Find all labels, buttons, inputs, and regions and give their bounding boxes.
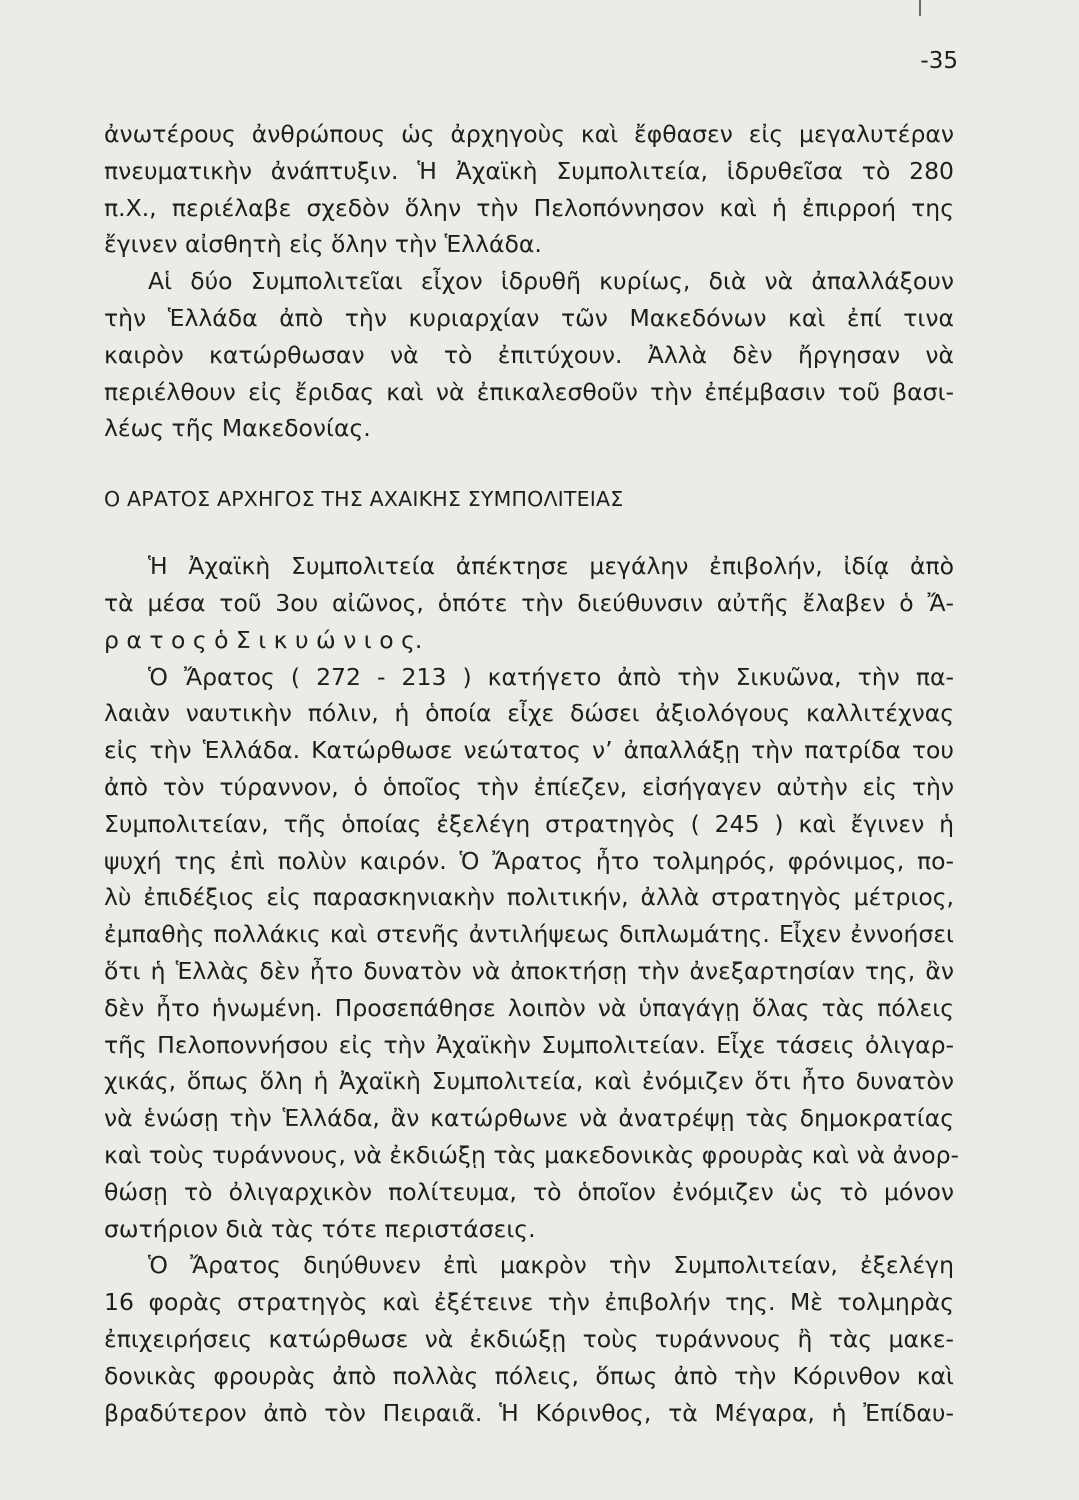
text-line: βραδύτερον ἀπὸ τὸν Πειραιᾶ. Ἡ Κόρινθος, τὰ Μέγαρα, ἡ Ἐπίδαυ- [104, 1398, 954, 1427]
text-line: τὰ μέσα τοῦ 3ου αἰῶνος, ὁπότε τὴν διεύθυνσιν αὐτῆς ἔλαβεν ὁ Ἄ- [104, 588, 954, 617]
text-line: Ὁ Ἄρατος ( 272 - 213 ) κατήγετο ἀπὸ τὴν Σικυῶνα, τὴν πα- [148, 662, 954, 691]
text-line: πνευματικὴν ἀνάπτυξιν. Ἡ Ἀχαϊκὴ Συμπολιτεία, ἱδρυθεῖσα τὸ 280 [104, 156, 954, 185]
text-line: καιρὸν κατώρθωσαν νὰ τὸ ἐπιτύχουν. Ἀλλὰ δὲν ἤργησαν νὰ [104, 340, 954, 369]
text-line: τὴν Ἑλλάδα ἀπὸ τὴν κυριαρχίαν τῶν Μακεδόνων καὶ ἐπί τινα [104, 303, 954, 332]
text-line: Συμπολιτείαν, τῆς ὁποίας ἐξελέγη στρατηγὸς ( 245 ) καὶ ἔγινεν ἡ [104, 809, 954, 838]
text-line: 16 φορὰς στρατηγὸς καὶ ἐξέτεινε τὴν ἐπιβολήν της. Μὲ τολμηρὰς [104, 1288, 954, 1317]
text-line: περιέλθουν εἰς ἔριδας καὶ νὰ ἐπικαλεσθοῦν τὴν ἐπέμβασιν τοῦ βασι- [104, 377, 954, 406]
text-column [104, 116, 960, 1431]
text-line: Ἡ Ἀχαϊκὴ Συμπολιτεία ἀπέκτησε μεγάλην ἐπιβολήν, ἰδίᾳ ἀπὸ [148, 552, 954, 581]
text-line: π.Χ., περιέλαβε σχεδὸν ὅλην τὴν Πελοπόννησον καὶ ἡ ἐπιρροή της [104, 193, 954, 222]
section-heading: Ο ΑΡΑΤΟΣ ΑΡΧΗΓΟΣ ΤΗΣ ΑΧΑΙΚΗΣ ΣΥΜΠΟΛΙΤΕΙΑΣ [104, 487, 624, 512]
text-line: ἔγινεν αἰσθητὴ εἰς ὅλην τὴν Ἑλλάδα. [104, 230, 542, 259]
text-line: χικάς, ὅπως ὅλη ἡ Ἀχαϊκὴ Συμπολιτεία, καὶ ἐνόμιζεν ὅτι ἦτο δυνατὸν [104, 1067, 954, 1096]
text-line: τῆς Πελοποννήσου εἰς τὴν Ἀχαϊκὴν Συμπολιτείαν. Εἶχε τάσεις ὀλιγαρ- [104, 1030, 954, 1059]
text-line: ἐμπαθὴς πολλάκις καὶ στενῆς ἀντιλήψεως διπλωμάτης. Εἶχεν ἐννοήσει [104, 920, 954, 949]
text-line: λέως τῆς Μακεδονίας. [104, 414, 371, 443]
text-line: ἀπὸ τὸν τύραννον, ὁ ὁποῖος τὴν ἐπίεζεν, εἰσήγαγεν αὐτὴν εἰς τὴν [104, 772, 954, 801]
text-line: Αἱ δύο Συμπολιτεῖαι εἶχον ἱδρυθῆ κυρίως, διὰ νὰ ἀπαλλάξουν [148, 267, 954, 296]
text-line: θώσῃ τὸ ὀλιγαρχικὸν πολίτευμα, τὸ ὁποῖον ἐνόμιζεν ὡς τὸ μόνον [104, 1177, 954, 1206]
text-line: δὲν ἦτο ἡνωμένη. Προσεπάθησε λοιπὸν νὰ ὑπαγάγῃ ὅλας τὰς πόλεις [104, 993, 954, 1022]
text-line: νὰ ἑνώσῃ τὴν Ἑλλάδα, ἂν κατώρθωνε νὰ ἀνατρέψῃ τὰς δημοκρατίας [104, 1104, 954, 1133]
scan-mark [919, 0, 921, 16]
text-line: δονικὰς φρουρὰς ἀπὸ πολλὰς πόλεις, ὅπως ἀπὸ τὴν Κόρινθον καὶ [104, 1361, 954, 1390]
text-line: ἐπιχειρήσεις κατώρθωσε νὰ ἐκδιώξῃ τοὺς τυράννους ἢ τὰς μακε- [104, 1324, 954, 1353]
text-line: λὺ ἐπιδέξιος εἰς παρασκηνιακὴν πολιτικήν, ἀλλὰ στρατηγὸς μέτριος, [104, 883, 954, 912]
text-line: σωτήριον διὰ τὰς τότε περιστάσεις. [104, 1214, 536, 1243]
text-line: ὅτι ἡ Ἑλλὰς δὲν ἦτο δυνατὸν νὰ ἀποκτήσῃ τὴν ἀνεξαρτησίαν της, ἂν [104, 956, 954, 985]
text-line: ἀνωτέρους ἀνθρώπους ὡς ἀρχηγοὺς καὶ ἔφθασεν εἰς μεγαλυτέραν [104, 120, 954, 148]
text-line: ψυχή της ἐπὶ πολὺν καιρόν. Ὁ Ἄρατος ἦτο τολμηρός, φρόνιμος, πο- [104, 846, 954, 875]
text-line: ρ α τ ο ς ὁ Σ ι κ υ ώ ν ι ο ς. [104, 625, 423, 654]
page-number: -35 [920, 48, 958, 74]
text-line: καὶ τοὺς τυράννους, νὰ ἐκδιώξῃ τὰς μακεδονικὰς φρουρὰς καὶ νὰ ἀνορ- [104, 1140, 960, 1169]
text-line: Ὁ Ἄρατος διηύθυνεν ἐπὶ μακρὸν τὴν Συμπολιτείαν, ἐξελέγη [148, 1251, 954, 1280]
text-line: εἰς τὴν Ἑλλάδα. Κατώρθωσε νεώτατος ν’ ἀπαλλάξῃ τὴν πατρίδα του [104, 736, 954, 765]
text-line: λαιὰν ναυτικὴν πόλιν, ἡ ὁποία εἶχε δώσει ἀξιολόγους καλλιτέχνας [104, 699, 954, 728]
